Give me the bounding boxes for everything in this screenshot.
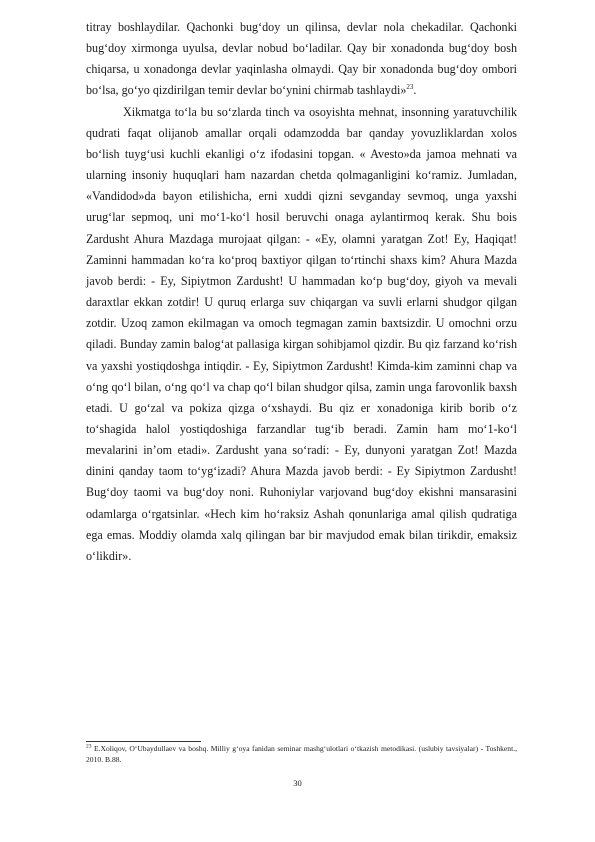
paragraph-1-end: . <box>413 83 417 98</box>
paragraph-1-text: titray boshlaydilar. Qachonki bug‘doy un qilinsa, devlar nola chekadilar. Qachonki bug‘doy xirmonga uyulsa, devlar nobud bo‘ladilar. Qay bir xonadonda bug‘doy bosh chiqarsa, u xonadonga devlar yaqinlasha olmaydi. Qay bir xonadonda bug‘doy ombori bo‘lsa, go‘yo qizdirilgan temir devlar bo‘ynini chirmab tashlaydi» <box>86 20 517 98</box>
document-body <box>86 17 517 567</box>
paragraph-1 <box>86 17 517 102</box>
footnote-reference[interactable]: 23 <box>406 83 414 92</box>
footnote-text: E.Xoliqov, O‘Ubaydullaev va boshq. Milliy g‘oya fanidan seminar mashg‘ulotlari o‘tkazish metodikasi. (uslubiy tavsiyalar) - Toshkent., 2010. B.88. <box>86 744 517 764</box>
paragraph-2: Xikmatga to‘la bu so‘zlarda tinch va osoyishta mehnat, insonning yaratuvchilik qudrati faqat olijanob amallar orqali odamzodda bar qanday yovuzliklardan xolos bo‘lish tuyg‘usi kuchli ekanligi o‘z ifodasini topgan. « Avesto»da jamoa mehnati va ularning insoniy huquqlari ham nazardan chetda qolmaganligini ko‘ramiz. Jumladan, «Vandidod»da bayon etilishicha, erni xuddi qizni sevganday sevmoq, unga yaxshi urug‘lar sepmoq, uni mo‘1-ko‘l hosil beruvchi onaga aylantirmoq kerak. Shu bois Zardusht Ahura Mazdaga murojaat qilgan: - «Ey, olamni yaratgan Zot! Ey, Haqiqat! Zaminni hammadan ko‘ra ko‘proq baxtiyor qilgan to‘rtinchi shaxs kim? Ahura Mazda javob berdi: - Ey, Sipiytmon Zardusht! U hammadan ko‘p bug‘doy, giyoh va mevali daraxtlar ekkan zotdir! U quruq erlarga suv chiqargan va suvli erlarni shudgor qilgan zotdir. Uzoq zamon ekilmagan va omoch tegmagan zamin baxtsizdir. U omochni orzu qiladi. Bunday zamin balog‘at pallasiga kirgan sohibjamol qizdir. Bu qiz farzand ko‘rish va yaxshi yostiqdoshga intiqdir. - Ey, Sipiytmon Zardusht! Kimda-kim zaminni chap va o‘ng qo‘l bilan, o‘ng qo‘l va chap qo‘l bilan shudgor qilsa, zamin unga farovonlik baxsh etadi. U go‘zal va pokiza qizga o‘xshaydi. Bu qiz er xonadoniga kirib borib o‘z to‘shagida halol yostiqdoshiga farzandlar tug‘ib beradi. Zamin ham mo‘1-ko‘l mevalarini in’om etadi». Zardusht yana so‘radi: - Ey, dunyoni yaratgan Zot! Mazda dinini qanday taom to‘yg‘izadi? Ahura Mazda javob berdi: - Ey Sipiytmon Zardusht! Bug‘doy taomi va bug‘doy noni. Ruhoniylar varjovand bug‘doy ekishni mansarasini odamlarga o‘rgatsinlar. «Hech kim ho‘raksiz Ashah qonunlariga amal qilish qudratiga ega emas. Moddiy olamda xalq qilingan bar bir mavjudod emak bilan tirikdir, emaksiz o‘likdir». <box>86 104 517 563</box>
footnote-number: 23 <box>86 743 92 750</box>
page-number: 30 <box>293 778 302 788</box>
footnote <box>86 743 517 765</box>
footnote-divider <box>86 741 201 742</box>
